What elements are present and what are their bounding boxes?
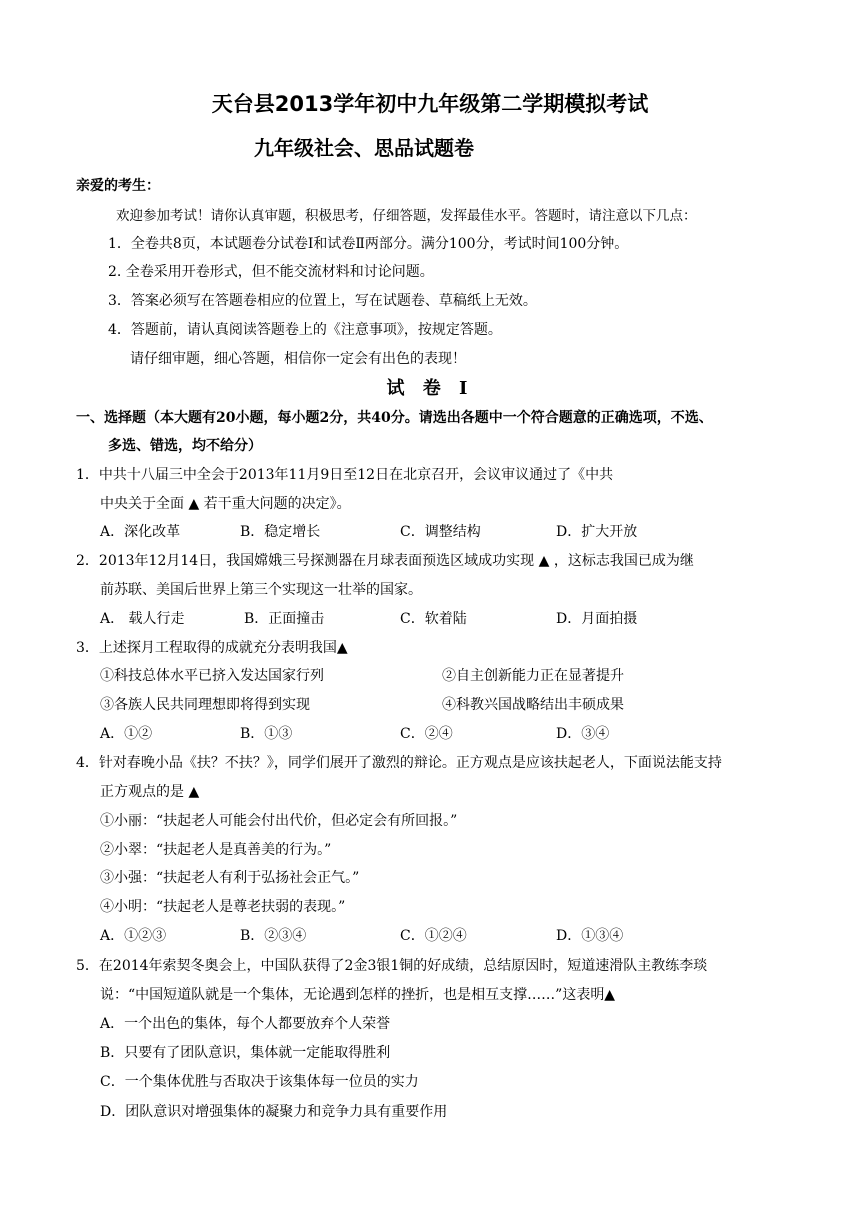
greeting: 亲爱的考生：: [76, 178, 160, 194]
q3-option-c: C．②④: [400, 726, 453, 742]
q4-option-d: D．①③④: [556, 928, 624, 944]
encouragement: 请仔细审题，细心答题，相信你一定会有出色的表现！: [130, 351, 466, 367]
q3-option-a: A．①②: [100, 726, 153, 742]
q5-option-c: C．一个集体优胜与否取决于该集体每一位员的实力: [100, 1074, 419, 1090]
q1-stem-line2: 中央关于全面 ▲ 若干重大问题的决定》。: [100, 496, 351, 512]
q3-option-d: D．③④: [556, 726, 610, 742]
q3-item-2: ②自主创新能力正在显著提升: [442, 668, 624, 684]
q2-option-d: D．月面拍摄: [556, 611, 638, 627]
q5-option-b: B．只要有了团队意识，集体就一定能取得胜利: [100, 1045, 391, 1061]
q1-option-c: C．调整结构: [400, 524, 481, 540]
q5-option-a: A．一个出色的集体，每个人都要放弃个人荣誉: [100, 1016, 391, 1032]
note-1: 1．全卷共8页，本试题卷分试卷Ⅰ和试卷Ⅱ两部分。满分100分，考试时间100分钟。: [108, 236, 629, 252]
q5-stem-line1: 5．在2014年索契冬奥会上，中国队获得了2金3银1铜的好成绩，总结原因时，短道速滑队主教练李琰: [76, 958, 708, 974]
part1-instructions-line1: 一、选择题（本大题有20小题，每小题2分，共40分。请选出各题中一个符合题意的正确选项，不选、: [76, 410, 713, 426]
q4-item-2: ②小翠：“扶起老人是真善美的行为。”: [100, 842, 332, 858]
q4-option-c: C．①②④: [400, 928, 467, 944]
q5-option-d: D．团队意识对增强集体的凝聚力和竞争力具有重要作用: [100, 1104, 448, 1120]
q4-item-4: ④小明：“扶起老人是尊老扶弱的表现。”: [100, 899, 346, 915]
part1-instructions-line2: 多选、错选，均不给分）: [108, 438, 262, 454]
q2-option-a: A． 载人行走: [100, 611, 185, 627]
note-2: 2. 全卷采用开卷形式，但不能交流材料和讨论问题。: [108, 264, 434, 280]
q3-item-1: ①科技总体水平已挤入发达国家行列: [100, 668, 324, 684]
intro-text: 欢迎参加考试！请你认真审题，积极思考，仔细答题，发挥最佳水平。答题时，请注意以下几点：: [116, 208, 697, 224]
q3-option-b: B．①③: [240, 726, 293, 742]
q1-stem-line1: 1．中共十八届三中全会于2013年11月9日至12日在北京召开，会议审议通过了《中共: [76, 467, 614, 483]
q2-option-b: B．正面撞击: [244, 611, 325, 627]
q1-option-a: A．深化改革: [100, 524, 181, 540]
exam-title: 天台县2013学年初中九年级第二学期模拟考试: [211, 92, 649, 116]
section-title: 试 卷 Ⅰ: [386, 378, 474, 399]
q3-item-4: ④科教兴国战略结出丰硕成果: [442, 697, 624, 713]
q4-stem-line2: 正方观点的是 ▲: [100, 784, 200, 800]
q4-item-1: ①小丽：“扶起老人可能会付出代价，但必定会有所回报。”: [100, 813, 458, 829]
q1-option-b: B．稳定增长: [240, 524, 321, 540]
q4-stem-line1: 4．针对春晚小品《扶？不扶？》，同学们展开了激烈的辩论。正方观点是应该扶起老人，下面说法能支持: [76, 755, 722, 771]
q3-item-3: ③各族人民共同理想即将得到实现: [100, 697, 310, 713]
q3-stem: 3．上述探月工程取得的成就充分表明我国▲: [76, 640, 348, 656]
q4-option-a: A．①②③: [100, 928, 167, 944]
q2-option-c: C．软着陆: [400, 611, 467, 627]
q5-stem-line2: 说：“中国短道队就是一个集体，无论遇到怎样的挫折，也是相互支撑……”这表明▲: [100, 987, 616, 1003]
note-4: 4．答题前，请认真阅读答题卷上的《注意事项》，按规定答题。: [108, 322, 502, 338]
q4-item-3: ③小强：“扶起老人有利于弘扬社会正气。”: [100, 870, 360, 886]
q2-stem-line2: 前苏联、美国后世界上第三个实现这一壮举的国家。: [100, 582, 422, 598]
note-3: 3．答案必须写在答题卷相应的位置上，写在试题卷、草稿纸上无效。: [108, 293, 537, 309]
q2-stem-line1: 2．2013年12月14日，我国嫦娥三号探测器在月球表面预选区域成功实现 ▲ ，这标志我国已成为继: [76, 553, 694, 569]
q4-option-b: B．②③④: [240, 928, 307, 944]
q1-option-d: D．扩大开放: [556, 524, 638, 540]
exam-subtitle: 九年级社会、思品试题卷: [254, 136, 474, 160]
